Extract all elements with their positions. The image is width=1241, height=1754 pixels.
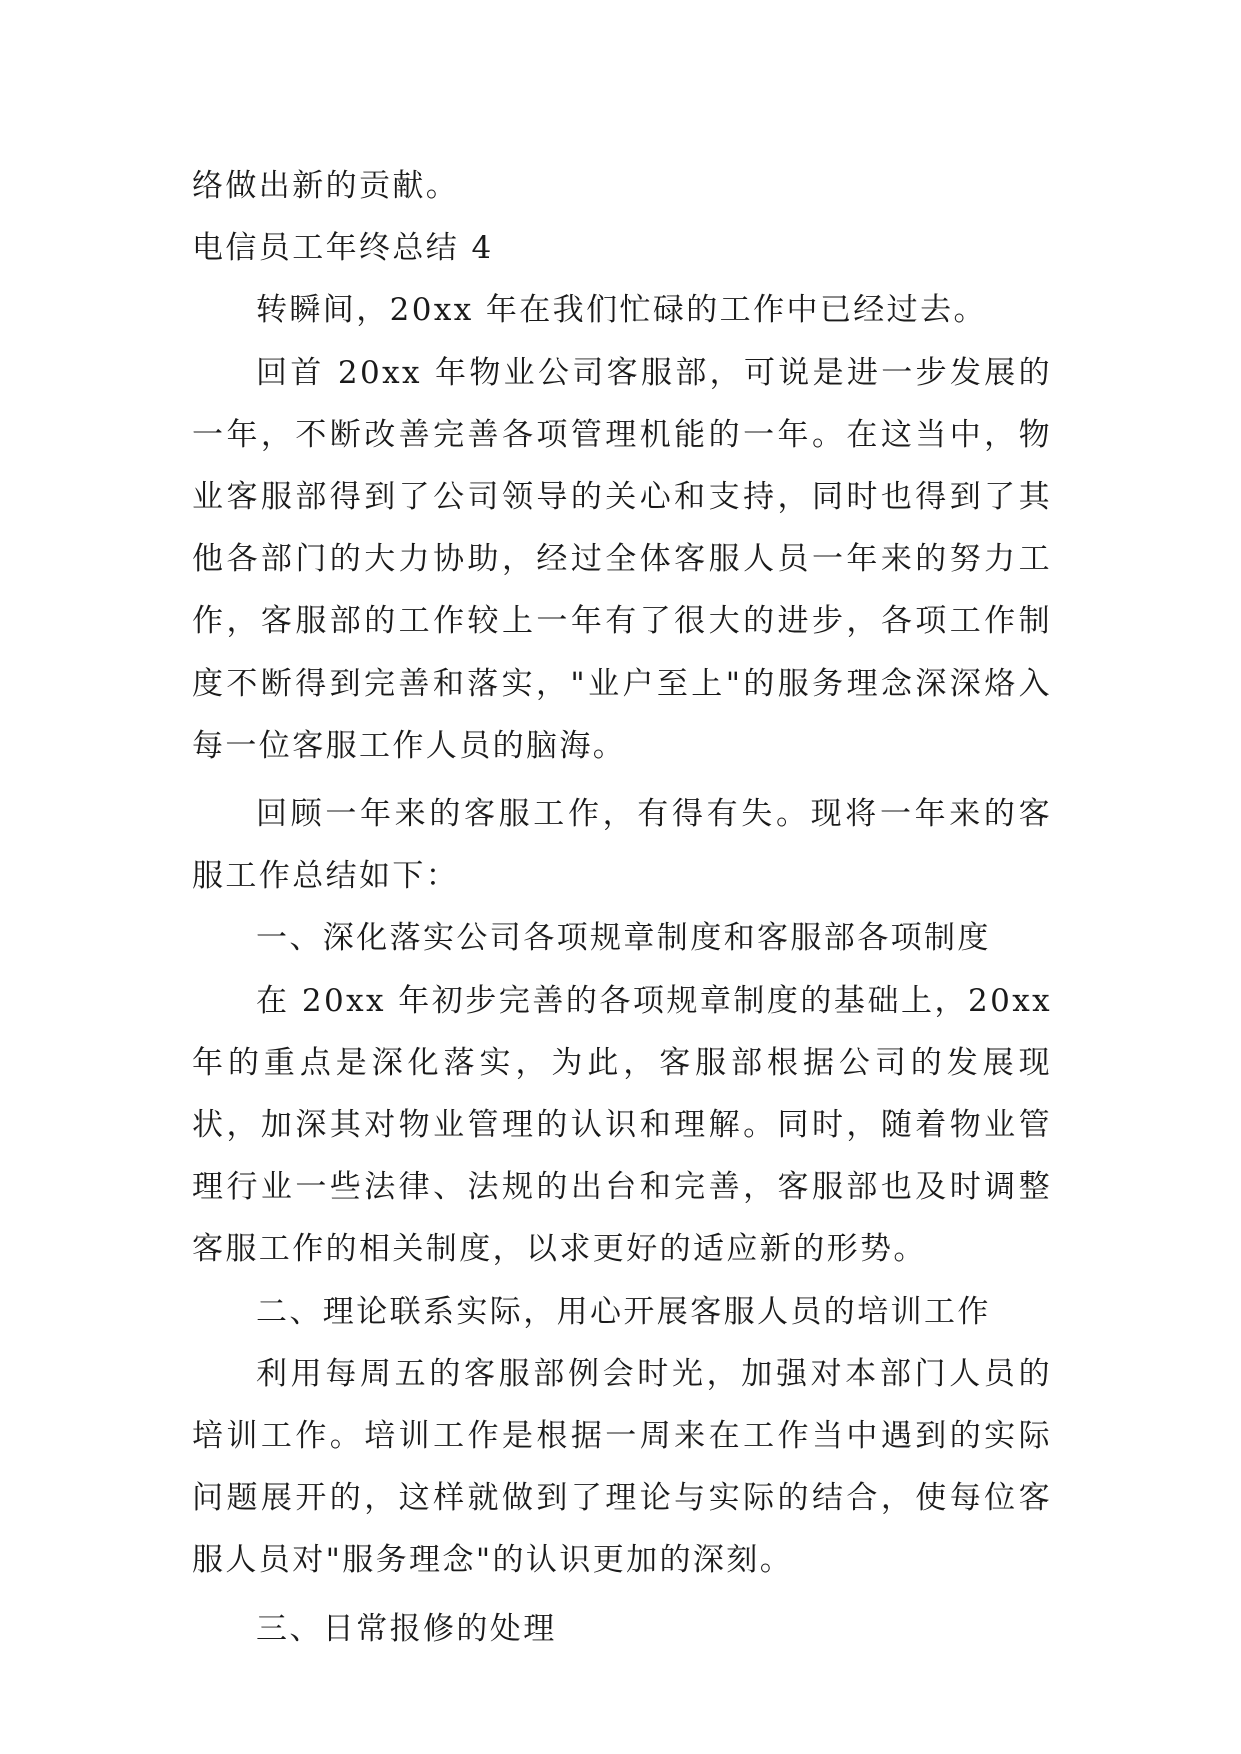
paragraph-intro: 转瞬间，20xx 年在我们忙碌的工作中已经过去。 <box>256 292 987 329</box>
subheading-one: 一、深化落实公司各项规章制度和客服部各项制度 <box>256 920 991 957</box>
subheading-three: 三、日常报修的处理 <box>256 1610 557 1647</box>
document-body <box>192 155 1052 1660</box>
paragraph-summary-lead: 回顾一年来的客服工作，有得有失。现将一年来的客服工作总结如下： <box>192 796 1052 895</box>
subheading-two: 二、理论联系实际，用心开展客服人员的培训工作 <box>256 1293 991 1330</box>
section-title: 电信员工年终总结 4 <box>192 230 494 267</box>
continuation-line: 络做出新的贡献。 <box>192 168 460 204</box>
paragraph-training: 利用每周五的客服部例会时光，加强对本部门人员的培训工作。培训工作是根据一周来在工作当中遇到的实际问题展开的，这样就做到了理论与实际的结合，使每位客服人员对"服务理念"的认识更加的深刻。 <box>192 1355 1052 1579</box>
paragraph-regulations: 在 20xx 年初步完善的各项规章制度的基础上，20xx 年的重点是深化落实，为此，客服部根据公司的发展现状，加深其对物业管理的认识和理解。同时，随着物业管理行业一些法律、法规的出台和完善，客服部也及时调整客服工作的相关制度，以求更好的适应新的形势。 <box>192 982 1052 1268</box>
paragraph-review: 回首 20xx 年物业公司客服部，可说是进一步发展的一年，不断改善完善各项管理机能的一年。在这当中，物业客服部得到了公司领导的关心和支持，同时也得到了其他各部门的大力协助，经过全体客服人员一年来的努力工作，客服部的工作较上一年有了很大的进步，各项工作制度不断得到完善和落实，"业户至上"的服务理念深深烙入每一位客服工作人员的脑海。 <box>192 354 1052 764</box>
